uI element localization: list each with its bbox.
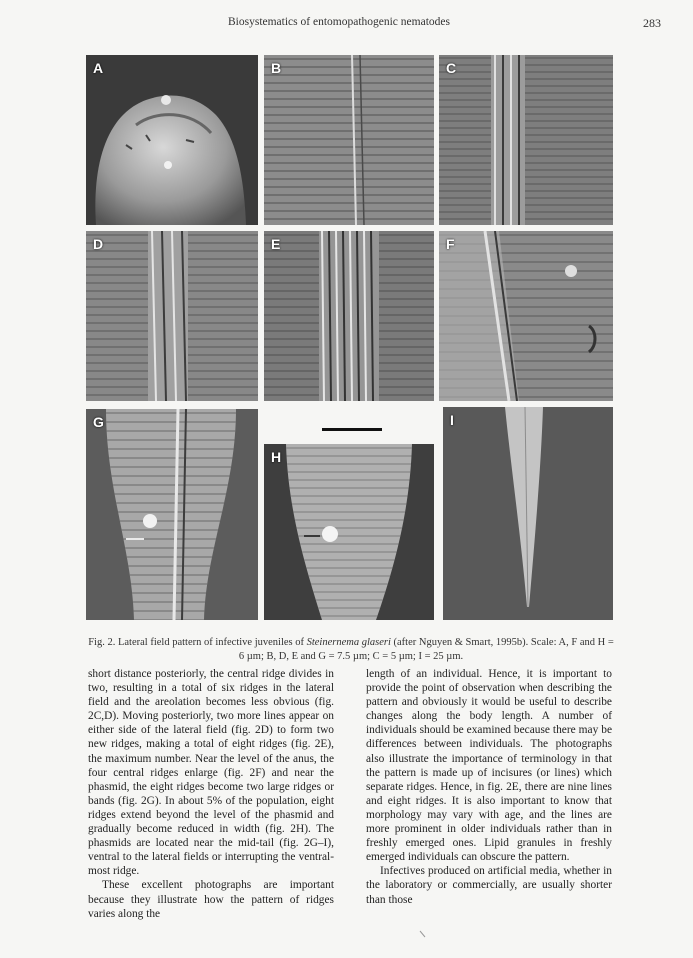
left-paragraph-1: short distance posteriorly, the central ridge divides in two, resulting in a total of six ridges in the lateral field and the areolation becomes less obvious (fig. 2C,D). Moving posteriorly, two more lines appear on either side of the lateral field (fig. 2D) to form two new ridges, making a total of eight ridges (fig. 2E), the maximum number. Near the level of the anus, the four central ridges enlarge (fig. 2F) and near the phasmid, the eight ridges become two large ridges or bands (fig. 2G). In about 5% of the population, eight ridges extend beyond the level of the phasmid and gradually become reduced in width (fig. 2H). The phasmids are located near the mid-tail (fig. 2G–I), ventral to the lateral fields or interrupting the ventral-most ridge. <box>88 668 334 878</box>
panel-a <box>86 55 258 225</box>
panel-label-d: D <box>93 236 104 252</box>
panel-h <box>264 444 434 620</box>
panel-h-micrograph <box>264 444 434 620</box>
panel-c <box>439 55 613 225</box>
panel-g <box>86 409 258 620</box>
scale-bar <box>322 428 382 431</box>
right-paragraph-1: length of an individual. Hence, it is important to provide the point of observation when describing the pattern and obviously it would be useful to describe changes along the body length. A number of individuals should be examined because there may be differences between individuals. The photographs also illustrate the importance of terminology in that the pattern is made up of incisures (or lines) which separate ridges. Hence, in fig. 2E, there are nine lines and eight ridges. It is also important to know that morphology may vary with age, and the lines are more prominent in older individuals rather than in freshly emerged ones. Lipid granules in freshly emerged individuals can obscure the pattern. <box>366 668 612 864</box>
figure-caption <box>86 636 616 664</box>
caption-species: Steinernema glaseri <box>306 637 391 648</box>
panel-a-micrograph <box>86 55 258 225</box>
panel-label-a: A <box>93 60 104 76</box>
caption-prefix: Fig. 2. Lateral field pattern of infective juveniles of <box>88 637 307 648</box>
running-head: Biosystematics of entomopathogenic nematodes <box>228 16 450 28</box>
page-number: 283 <box>643 16 661 30</box>
panel-label-h: H <box>271 449 282 465</box>
panel-e-micrograph <box>264 231 434 401</box>
figure-2 <box>86 55 613 620</box>
scan-speck <box>419 930 427 939</box>
panel-label-c: C <box>446 60 457 76</box>
panel-i-micrograph <box>443 407 613 620</box>
panel-b <box>264 55 434 225</box>
panel-f-micrograph <box>439 231 613 401</box>
panel-c-micrograph <box>439 55 613 225</box>
panel-d <box>86 231 258 401</box>
left-paragraph-2: These excellent photographs are important because they illustrate how the pattern of ridges varies along the <box>88 879 334 920</box>
panel-label-g: G <box>93 414 104 430</box>
left-column <box>88 667 334 921</box>
panel-f <box>439 231 613 401</box>
right-paragraph-2: Infectives produced on artificial media, whether in the laboratory or commercially, are usually shorter than those <box>366 865 612 906</box>
right-column <box>366 667 612 907</box>
panel-label-b: B <box>271 60 282 76</box>
panel-label-e: E <box>271 236 281 252</box>
panel-label-i: I <box>450 412 454 428</box>
caption-suffix: (after Nguyen & Smart, 1995b). Scale: A, F and H = 6 µm; B, D, E and G = 7.5 µm; C = 5 µm; I = 25 µm. <box>238 637 614 662</box>
panel-d-micrograph <box>86 231 258 401</box>
panel-g-micrograph <box>86 409 258 620</box>
panel-label-f: F <box>446 236 455 252</box>
panel-e <box>264 231 434 401</box>
panel-i <box>443 407 613 620</box>
panel-b-micrograph <box>264 55 434 225</box>
